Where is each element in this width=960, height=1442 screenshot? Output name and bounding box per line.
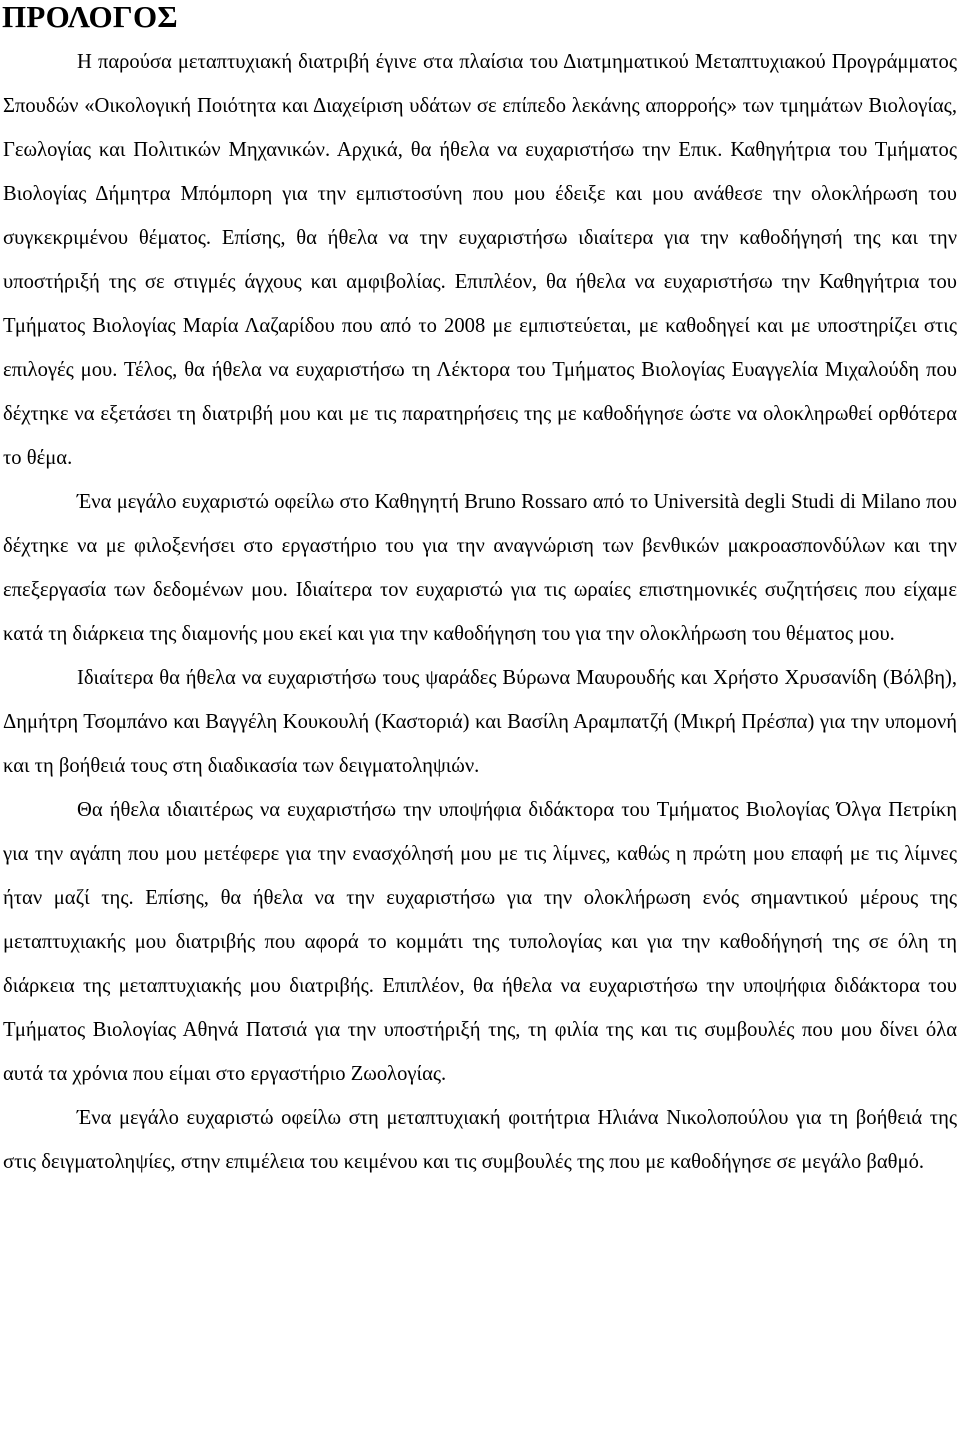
paragraph-3: Ιδιαίτερα θα ήθελα να ευχαριστήσω τους ψαράδες Βύρωνα Μαυρουδής και Χρήστο Χρυσανίδη (Βόλβη), Δημήτρη Τσομπάνο και Βαγγέλη Κουκουλή (Καστοριά) και Βασίλη Αραμπατζή (Μικρή Πρέσπα) για την υπομονή και τη βοήθειά τους στη διαδικασία των δειγματοληψιών. [3, 667, 957, 777]
paragraph-2: Ένα μεγάλο ευχαριστώ οφείλω στο Καθηγητή Bruno Rossaro από το Università degli Studi di Milano που δέχτηκε να με φιλοξενήσει στο εργαστήριο του για την αναγνώριση των βενθικών μακροασπονδύλων και την επεξεργασία των δεδομένων μου. Ιδιαίτερα τον ευχαριστώ για τις ωραίες επιστημονικές συζητήσεις που είχαμε κατά τη διάρκεια της διαμονής μου εκεί και για την καθοδήγηση του για την ολοκλήρωση του θέματος μου. [3, 491, 957, 645]
paragraph-1: Η παρούσα μεταπτυχιακή διατριβή έγινε στα πλαίσια του Διατμηματικού Μεταπτυχιακού Προγράμματος Σπουδών «Οικολογική Ποιότητα και Διαχείριση υδάτων σε επίπεδο λεκάνης απορροής» των τμημάτων Βιολογίας, Γεωλογίας και Πολιτικών Μηχανικών. Αρχικά, θα ήθελα να ευχαριστήσω την Επικ. Καθηγήτρια του Τμήματος Βιολογίας Δήμητρα Μπόμπορη για την εμπιστοσύνη που μου έδειξε και μου ανάθεσε την ολοκλήρωση του συγκεκριμένου θέματος. Επίσης, θα ήθελα να την ευχαριστήσω ιδιαίτερα για την καθοδήγησή της και την υποστήριξή της σε στιγμές άγχους και αμφιβολίας. Επιπλέον, θα ήθελα να ευχαριστήσω την Καθηγήτρια του Τμήματος Βιολογίας Μαρία Λαζαρίδου που από το 2008 με εμπιστεύεται, με καθοδηγεί και με υποστηρίζει στις επιλογές μου. Τέλος, θα ήθελα να ευχαριστήσω τη Λέκτορα του Τμήματος Βιολογίας Ευαγγελία Μιχαλούδη που δέχτηκε να εξετάσει τη διατριβή μου και με τις παρατηρήσεις της με καθοδήγησε ώστε να ολοκληρωθεί ορθότερα το θέμα. [3, 51, 957, 469]
page-heading: ΠΡΟΛΟΓΟΣ [2, 0, 178, 34]
document-body [3, 40, 957, 1184]
paragraph-4: Θα ήθελα ιδιαιτέρως να ευχαριστήσω την υποψήφια διδάκτορα του Τμήματος Βιολογίας Όλγα Πετρίκη για την αγάπη που μου μετέφερε για την ενασχόλησή μου με τις λίμνες, καθώς η πρώτη μου επαφή με τις λίμνες ήταν μαζί της. Επίσης, θα ήθελα να την ευχαριστήσω για την ολοκλήρωση ενός σημαντικού μέρους της μεταπτυχιακής μου διατριβής που αφορά το κομμάτι της τυπολογίας και για την καθοδήγησή της σε όλη τη διάρκεια της μεταπτυχιακής μου διατριβής. Επιπλέον, θα ήθελα να ευχαριστήσω την υποψήφια διδάκτορα του Τμήματος Βιολογίας Αθηνά Πατσιά για την υποστήριξή της, τη φιλία της και τις συμβουλές που μου δίνει όλα αυτά τα χρόνια που είμαι στο εργαστήριο Ζωολογίας. [3, 799, 957, 1085]
paragraph-5: Ένα μεγάλο ευχαριστώ οφείλω στη μεταπτυχιακή φοιτήτρια Ηλιάνα Νικολοπούλου για τη βοήθειά της στις δειγματοληψίες, στην επιμέλεια του κειμένου και τις συμβουλές της που με καθοδήγησε σε μεγάλο βαθμό. [3, 1107, 957, 1173]
